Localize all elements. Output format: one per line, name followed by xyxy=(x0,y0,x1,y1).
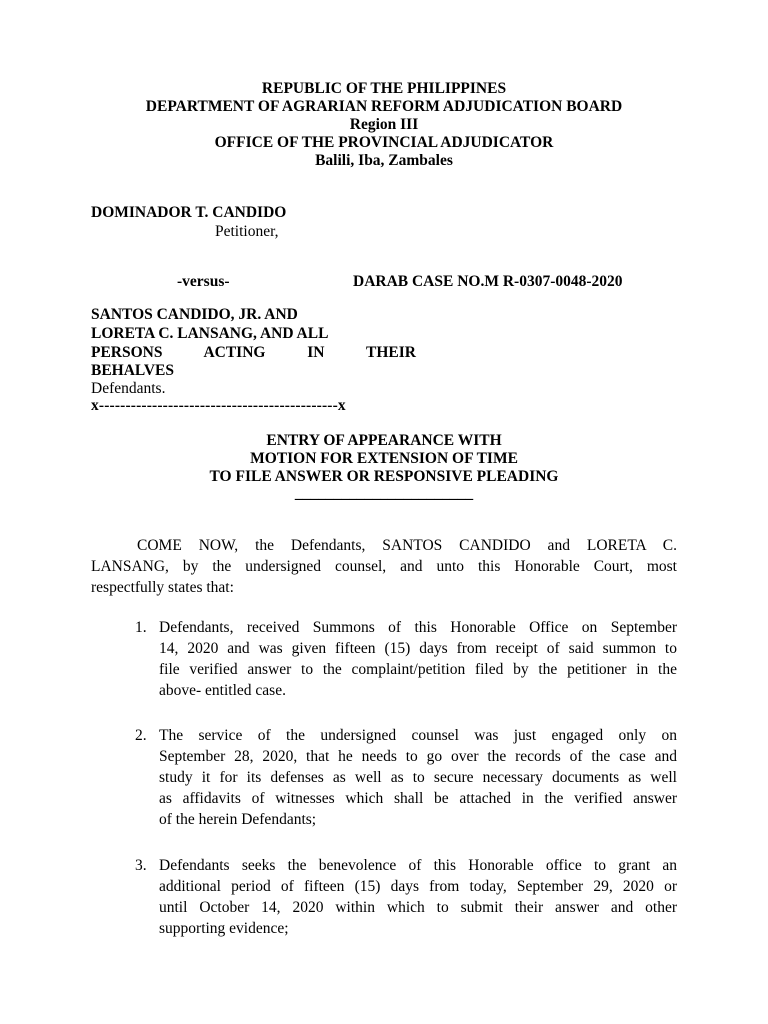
title-line-2: MOTION FOR EXTENSION OF TIME xyxy=(250,450,518,467)
intro-line-3: respectfully states that: xyxy=(91,579,234,596)
header-address: Balili, Iba, Zambales xyxy=(315,152,453,169)
list-item-line: September 28, 2020, that he needs to go over the records of the case and xyxy=(159,748,677,765)
versus-label: -versus- xyxy=(177,273,230,290)
title-line-1: ENTRY OF APPEARANCE WITH xyxy=(266,432,502,449)
list-item-line: above- entitled case. xyxy=(159,682,286,699)
list-item-number: 2. xyxy=(135,727,147,744)
caption-separator: x---------------------------------------------x xyxy=(91,397,346,414)
list-item-line: Defendants, received Summons of this Honorable Office on September xyxy=(159,619,677,636)
header-office: OFFICE OF THE PROVINCIAL ADJUDICATOR xyxy=(214,134,554,151)
header-department: DEPARTMENT OF AGRARIAN REFORM ADJUDICATION BOARD xyxy=(145,98,623,115)
intro-line-2: LANSANG, by the undersigned counsel, and unto this Honorable Court, most xyxy=(91,558,677,575)
defendants-line-3-wrap xyxy=(91,344,416,362)
list-item-line: supporting evidence; xyxy=(159,920,289,937)
list-item-line: file verified answer to the complaint/petition filed by the petitioner in the xyxy=(159,661,677,678)
list-item-line: until October 14, 2020 within which to submit their answer and other xyxy=(159,899,677,916)
list-item-line: Defendants seeks the benevolence of this Honorable office to grant an xyxy=(159,857,677,874)
defendants-role: Defendants. xyxy=(91,380,166,397)
title-underline: _______________________ xyxy=(294,485,474,502)
list-item-line: 14, 2020 and was given fifteen (15) days from receipt of said summon to xyxy=(159,640,677,657)
list-item-line: study it for its defenses as well as to secure necessary documents as well xyxy=(159,769,677,786)
defendants-line-3: PERSONS ACTING IN THEIR xyxy=(91,344,416,361)
title-line-3: TO FILE ANSWER OR RESPONSIVE PLEADING xyxy=(209,468,559,485)
intro-line-1: COME NOW, the Defendants, SANTOS CANDIDO and LORETA C. xyxy=(137,537,677,554)
list-item-number: 3. xyxy=(135,857,147,874)
petitioner-role: Petitioner, xyxy=(215,223,279,240)
defendants-line-2: LORETA C. LANSANG, AND ALL xyxy=(91,325,329,342)
list-item-line: The service of the undersigned counsel was just engaged only on xyxy=(159,727,677,744)
list-item-number: 1. xyxy=(135,619,147,636)
defendants-line-4: BEHALVES xyxy=(91,362,174,379)
list-item-line: additional period of fifteen (15) days from today, September 29, 2020 or xyxy=(159,878,677,895)
petitioner-name: DOMINADOR T. CANDIDO xyxy=(91,204,287,221)
list-item-line: of the herein Defendants; xyxy=(159,811,317,828)
header-region: Region III xyxy=(349,116,419,133)
defendants-line-1: SANTOS CANDIDO, JR. AND xyxy=(91,306,298,323)
list-item-line: as affidavits of witnesses which shall be attached in the verified answer xyxy=(159,790,677,807)
header-republic: REPUBLIC OF THE PHILIPPINES xyxy=(261,80,507,97)
case-number: DARAB CASE NO.M R-0307-0048-2020 xyxy=(353,273,623,290)
